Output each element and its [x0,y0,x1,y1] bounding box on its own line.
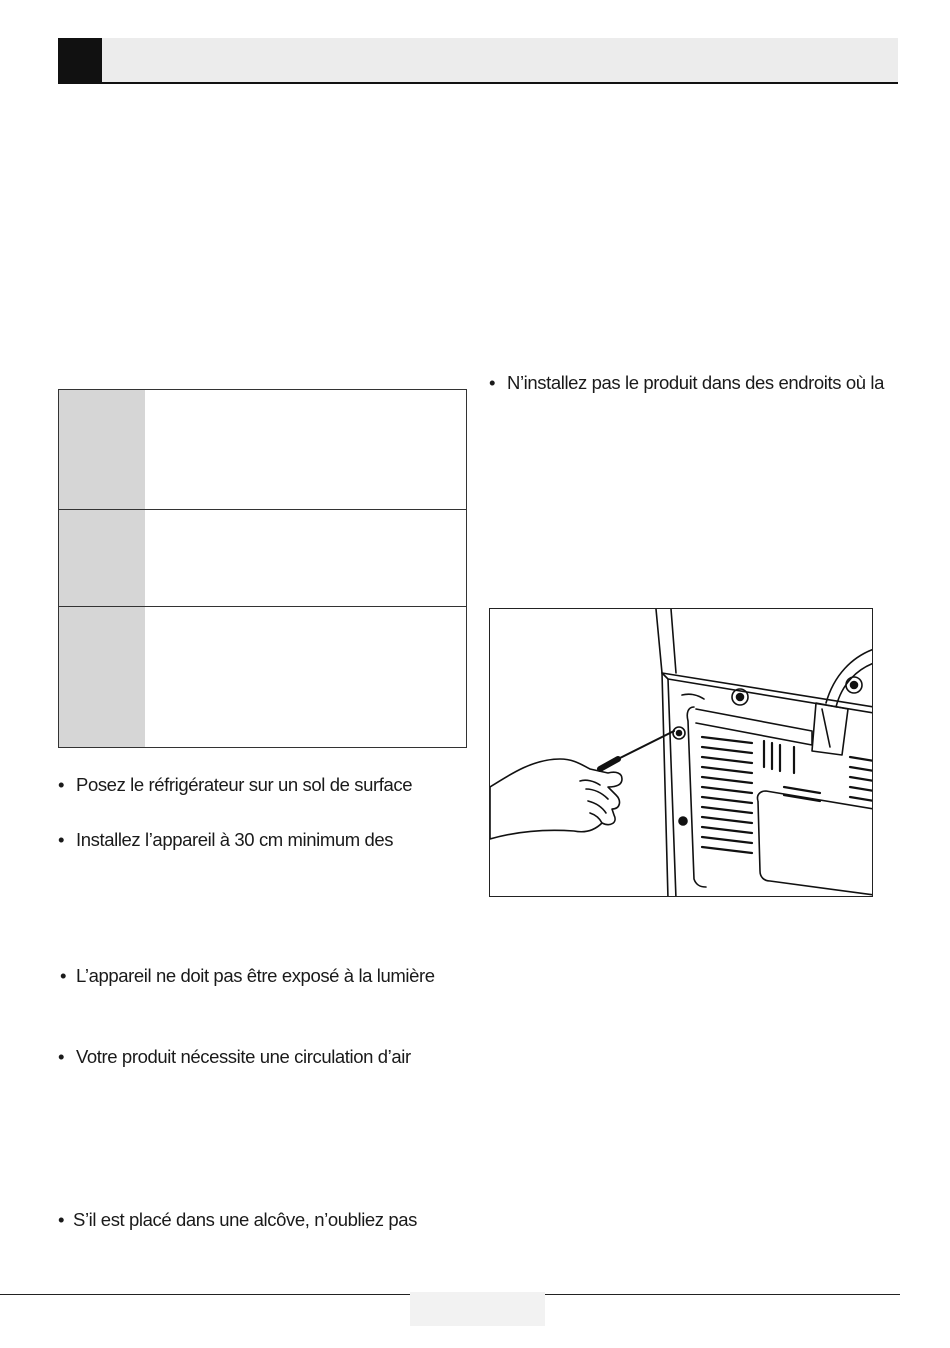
bullet-dot-icon: • [58,1209,65,1230]
bullet-item-location [489,372,884,394]
table-row-label [59,510,145,606]
table-row [59,510,466,607]
bullet-item-surface [58,774,412,796]
bullet-item-distance [58,829,393,851]
bullet-text: L’appareil ne doit pas être exposé à la lumière [76,965,435,986]
table-row [59,390,466,510]
table-row [59,607,466,747]
section-marker [58,38,102,82]
bullet-text: Installez l’appareil à 30 cm minimum des [76,829,394,850]
screwdriver-illustration-icon [490,609,873,897]
bullet-item-light [60,965,435,987]
screwdriver-back-panel-figure [489,608,873,897]
bullet-text: Votre produit nécessite une circulation d’air [76,1046,411,1067]
page-number-tab [410,1292,545,1326]
bullet-dot-icon: • [58,829,65,850]
table-row-value [145,510,466,606]
table-row-value [145,390,466,509]
section-header-bar [58,38,898,84]
bullet-text: S’il est placé dans une alcôve, n’oubliez pas [73,1209,418,1230]
info-table [58,389,467,748]
bullet-text: N’installez pas le produit dans des endroits où la [507,372,884,393]
table-row-label [59,607,145,747]
bullet-dot-icon: • [489,372,496,393]
bullet-item-air [58,1046,411,1068]
bullet-dot-icon: • [58,1046,65,1067]
table-row-label [59,390,145,509]
bullet-dot-icon: • [58,774,65,795]
table-row-value [145,607,466,747]
bullet-item-alcove [58,1209,417,1231]
bullet-text: Posez le réfrigérateur sur un sol de surface [76,774,413,795]
bullet-dot-icon: • [60,965,67,986]
